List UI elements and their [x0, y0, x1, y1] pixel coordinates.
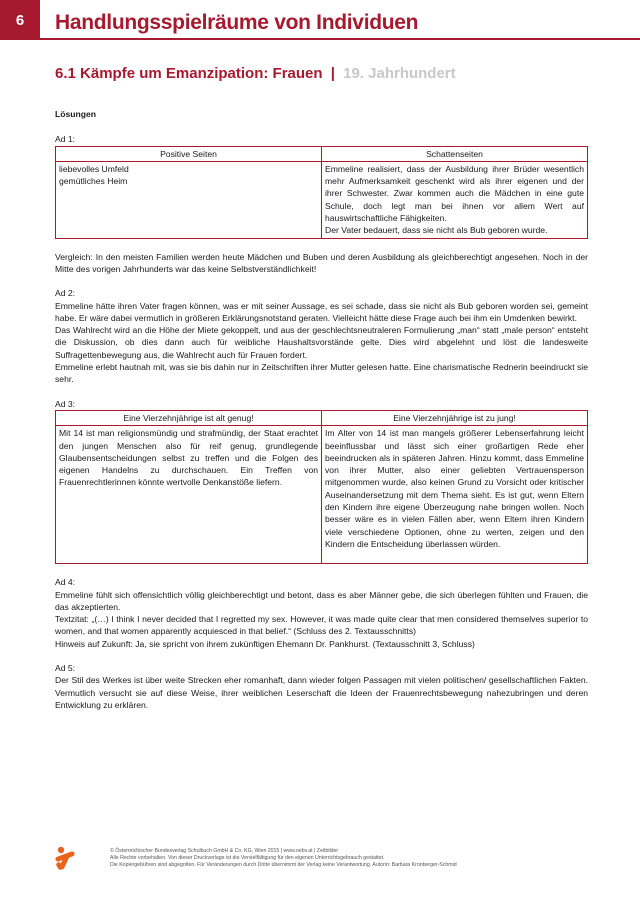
section-separator: | — [330, 65, 335, 82]
header-divider — [40, 38, 640, 40]
ad1-positive-cell — [56, 161, 322, 238]
ad1-positive-item: gemütliches Heim — [59, 176, 128, 187]
footer-line: Alle Rechte vorbehalten. Von dieser Druckvorlage ist die Vervielfältigung für den eigenen Unterrichtsgebrauch gestattet. — [110, 855, 385, 861]
footer-line: © Österreichischer Bundesverlag Schulbuch GmbH & Co. KG, Wien 2015 | www.oebv.at | Zeitbilder — [110, 848, 339, 854]
solutions-label: Lösungen — [55, 109, 97, 119]
section-title: Kämpfe um Emanzipation: Frauen — [80, 65, 323, 82]
footer-line: Die Kopiergebühren sind abgegolten. Für Veränderungen durch Dritte übernimmt der Verlag keine Verantwortung. Autorin: Barbara Kronberger-Schmid — [110, 862, 457, 868]
section-heading — [55, 65, 456, 82]
ad2-label: Ad 2: — [55, 288, 76, 299]
solutions-content — [55, 108, 588, 711]
ad3-label: Ad 3: — [55, 398, 76, 409]
ad4-quote: Textzitat: „(…) I think I never decided that I regretted my sex. However, it was made quite clear that men considered themselves superior to women, and that women apparently acquiesced in that belief.“ (Schluss des 2. Textausschnitts) — [55, 614, 588, 637]
ad1-table — [55, 146, 588, 239]
ad1-label: Ad 1: — [55, 134, 76, 145]
ad2-paragraph: Emmeline hätte ihren Vater fragen können, was er mit seiner Aussage, es sei schade, dass sie nicht als Bub geboren worden sei, gemeint habe. Er wäre dabei vermutlich in größeren Erklärungsnotstand geraten. Vielleicht hätte diese Frage auch bei ihm ein Umdenken bewirkt. — [55, 300, 588, 323]
ad1-header-negative: Schattenseiten — [322, 146, 588, 161]
ad3-header-old-enough: Eine Vierzehnjährige ist alt genug! — [56, 410, 322, 425]
vergleich-text: Vergleich: In den meisten Familien werden heute Mädchen und Buben und deren Ausbildung als gleichberechtigt angesehen. Noch in der Mitte des vorigen Jahrhunderts war das keine Selbstverständlichkeit! — [55, 251, 588, 274]
ad4-label: Ad 4: — [55, 577, 76, 588]
footer-copyright — [110, 848, 457, 869]
ad4-paragraph: Emmeline fühlt sich offensichtlich völlig gleichberechtigt und betont, dass es aber Männer gebe, die sich überlegen fühlten und Frauen, die das akzeptierten. — [55, 589, 588, 612]
publisher-logo-icon — [52, 845, 78, 871]
ad3-old-enough-cell: Mit 14 ist man religionsmündig und strafmündig, der Staat erachtet den jungen Menschen also für reif genug, grundlegende Glaubensentscheidungen selbst zu treffen und die Folgen des eigenen Handelns zu durchschauen. Ein Treffen von Frauenrechtlerinnen könnte wertvolle Denkanstöße liefern. — [56, 426, 322, 564]
ad3-header-too-young: Eine Vierzehnjährige ist zu jung! — [322, 410, 588, 425]
ad5-label: Ad 5: — [55, 663, 76, 674]
page-number: 6 — [0, 0, 40, 40]
page-header — [0, 0, 640, 40]
section-number: 6.1 — [55, 65, 76, 82]
ad1-negative-cell — [322, 161, 588, 238]
ad1-header-positive: Positive Seiten — [56, 146, 322, 161]
ad3-table — [55, 410, 588, 564]
ad3-too-young-cell: Im Alter von 14 ist man mangels größerer Lebenserfahrung leicht beeinflussbar und lässt sich einer großartigen Rede eher beeindrucken als in späteren Jahren. Hinzu kommt, dass Emmeline von ihrer Mutter, also einer geliebten Vertrauensperson mitgenommen wurde, also keinen Grund zu Vorsicht oder kritischer Auseinandersetzung mit dem Thema sieht. Es ist gut, wenn Eltern den Kindern ihre eigene Überzeugung nahe bringen wollen. Noch besser wäre es in vielen Fällen aber, wenn Eltern ihren Kindern viele verschiedene Optionen, ohne zu werten, zeigen und den Kindern die Entscheidung überlassen würden. — [322, 426, 588, 564]
ad5-paragraph: Der Stil des Werkes ist über weite Strecken eher romanhaft, dann wieder folgen Passagen mit vielen politischen/ gesellschaftlichen Fakten. Vermutlich versucht sie auf diese Weise, ihrer weiblichen Leserschaft die Ideen der Frauenrechtsbewegung nahezubringen und deren Entwicklung zu erklären. — [55, 675, 588, 710]
ad1-positive-item: liebevolles Umfeld — [59, 163, 129, 174]
ad2-paragraph: Das Wahlrecht wird an die Höhe der Miete gekoppelt, und aus der geschlechtsneutraleren Formulierung „man“ statt „male person“ entsteht die Diskussion, ob dies dann auch für weibliche Haushaltsvorstände gelte. Dies wird abgelehnt und löst die landesweite Suffragettenbewegung aus, die Wahlrecht auch für Frauen fordert. — [55, 325, 588, 360]
ad1-negative-text: Emmeline realisiert, dass der Ausbildung ihrer Brüder wesentlich mehr Aufmerksamkeit geschenkt wird als ihrer eigenen und der ihrer Schwester. Zwar kommen auch die Mädchen in eine gute Schule, doch legt man bei ihnen vor allem Wert auf hauswirtschaftliche Fähigkeiten. — [325, 163, 584, 224]
ad4-paragraph: Hinweis auf Zukunft: Ja, sie spricht von ihrem zukünftigen Ehemann Dr. Pankhurst. (Textausschnitt 3, Schluss) — [55, 638, 475, 649]
chapter-title: Handlungsspielräume von Individuen — [55, 11, 419, 34]
ad1-negative-text-2: Der Vater bedauert, dass sie nicht als Bub geboren wurde. — [325, 225, 548, 236]
ad2-paragraph: Emmeline erlebt hautnah mit, was sie bis dahin nur in Zeitschriften ihrer Mutter gelesen hatte. Eine charismatische Rednerin beeindruckt sie sehr. — [55, 362, 588, 385]
section-subtitle: 19. Jahrhundert — [343, 65, 456, 82]
